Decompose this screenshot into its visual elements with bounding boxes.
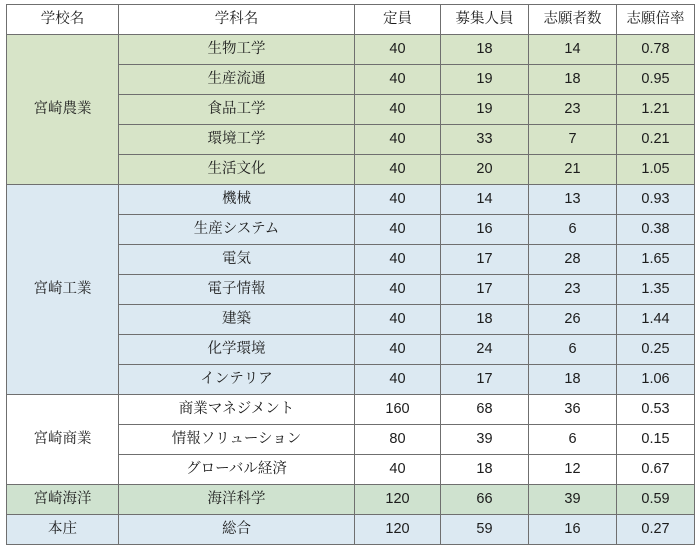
cell-ratio: 1.35 [617, 275, 695, 305]
cell-department: 生活文化 [119, 155, 355, 185]
cell-school: 宮崎海洋 [7, 485, 119, 515]
cell-department: 情報ソリューション [119, 425, 355, 455]
cell-applicants: 18 [529, 65, 617, 95]
cell-school: 宮崎農業 [7, 35, 119, 185]
table-row [7, 515, 695, 545]
cell-capacity: 120 [355, 515, 441, 545]
cell-quota: 14 [441, 185, 529, 215]
cell-ratio: 0.67 [617, 455, 695, 485]
cell-department: 電気 [119, 245, 355, 275]
cell-ratio: 0.27 [617, 515, 695, 545]
cell-quota: 17 [441, 365, 529, 395]
table-header-row [7, 5, 695, 35]
cell-department: インテリア [119, 365, 355, 395]
cell-capacity: 40 [355, 365, 441, 395]
table-body [7, 35, 695, 545]
cell-applicants: 13 [529, 185, 617, 215]
cell-applicants: 7 [529, 125, 617, 155]
cell-department: 生物工学 [119, 35, 355, 65]
cell-quota: 18 [441, 305, 529, 335]
cell-capacity: 40 [355, 455, 441, 485]
table-header [7, 5, 695, 35]
cell-ratio: 0.78 [617, 35, 695, 65]
admissions-table [6, 4, 695, 545]
cell-school: 本庄 [7, 515, 119, 545]
cell-department: 海洋科学 [119, 485, 355, 515]
cell-quota: 16 [441, 215, 529, 245]
cell-department: 商業マネジメント [119, 395, 355, 425]
cell-applicants: 18 [529, 365, 617, 395]
cell-quota: 66 [441, 485, 529, 515]
cell-quota: 39 [441, 425, 529, 455]
cell-applicants: 6 [529, 425, 617, 455]
cell-department: 化学環境 [119, 335, 355, 365]
cell-ratio: 1.06 [617, 365, 695, 395]
cell-quota: 24 [441, 335, 529, 365]
cell-capacity: 40 [355, 185, 441, 215]
cell-capacity: 40 [355, 155, 441, 185]
cell-school: 宮崎工業 [7, 185, 119, 395]
table-row [7, 395, 695, 425]
cell-quota: 18 [441, 35, 529, 65]
cell-applicants: 36 [529, 395, 617, 425]
cell-quota: 18 [441, 455, 529, 485]
cell-ratio: 0.21 [617, 125, 695, 155]
cell-applicants: 21 [529, 155, 617, 185]
cell-capacity: 40 [355, 35, 441, 65]
cell-applicants: 14 [529, 35, 617, 65]
cell-capacity: 160 [355, 395, 441, 425]
cell-quota: 19 [441, 95, 529, 125]
cell-applicants: 26 [529, 305, 617, 335]
cell-capacity: 120 [355, 485, 441, 515]
cell-ratio: 0.95 [617, 65, 695, 95]
cell-quota: 17 [441, 245, 529, 275]
cell-applicants: 23 [529, 95, 617, 125]
cell-applicants: 28 [529, 245, 617, 275]
cell-ratio: 1.65 [617, 245, 695, 275]
cell-applicants: 39 [529, 485, 617, 515]
cell-capacity: 40 [355, 335, 441, 365]
table-row [7, 35, 695, 65]
cell-school: 宮崎商業 [7, 395, 119, 485]
cell-department: 建築 [119, 305, 355, 335]
cell-ratio: 0.53 [617, 395, 695, 425]
cell-ratio: 0.15 [617, 425, 695, 455]
cell-quota: 33 [441, 125, 529, 155]
cell-department: 電子情報 [119, 275, 355, 305]
column-header-department: 学科名 [119, 5, 355, 35]
cell-capacity: 40 [355, 275, 441, 305]
cell-quota: 17 [441, 275, 529, 305]
column-header-school: 学校名 [7, 5, 119, 35]
cell-capacity: 80 [355, 425, 441, 455]
cell-quota: 20 [441, 155, 529, 185]
cell-capacity: 40 [355, 125, 441, 155]
cell-applicants: 6 [529, 335, 617, 365]
cell-ratio: 0.93 [617, 185, 695, 215]
cell-ratio: 1.21 [617, 95, 695, 125]
cell-department: 総合 [119, 515, 355, 545]
cell-quota: 68 [441, 395, 529, 425]
cell-ratio: 0.25 [617, 335, 695, 365]
column-header-capacity: 定員 [355, 5, 441, 35]
cell-quota: 19 [441, 65, 529, 95]
cell-department: 食品工学 [119, 95, 355, 125]
cell-department: 生産流通 [119, 65, 355, 95]
cell-ratio: 1.05 [617, 155, 695, 185]
table-row [7, 185, 695, 215]
cell-department: グローバル経済 [119, 455, 355, 485]
cell-capacity: 40 [355, 305, 441, 335]
cell-ratio: 0.38 [617, 215, 695, 245]
cell-quota: 59 [441, 515, 529, 545]
cell-department: 生産システム [119, 215, 355, 245]
cell-capacity: 40 [355, 245, 441, 275]
column-header-ratio: 志願倍率 [617, 5, 695, 35]
table-row [7, 485, 695, 515]
column-header-applicants: 志願者数 [529, 5, 617, 35]
cell-capacity: 40 [355, 215, 441, 245]
column-header-quota: 募集人員 [441, 5, 529, 35]
cell-capacity: 40 [355, 65, 441, 95]
cell-applicants: 12 [529, 455, 617, 485]
cell-applicants: 23 [529, 275, 617, 305]
cell-ratio: 1.44 [617, 305, 695, 335]
cell-ratio: 0.59 [617, 485, 695, 515]
cell-capacity: 40 [355, 95, 441, 125]
cell-applicants: 6 [529, 215, 617, 245]
cell-department: 機械 [119, 185, 355, 215]
cell-applicants: 16 [529, 515, 617, 545]
cell-department: 環境工学 [119, 125, 355, 155]
